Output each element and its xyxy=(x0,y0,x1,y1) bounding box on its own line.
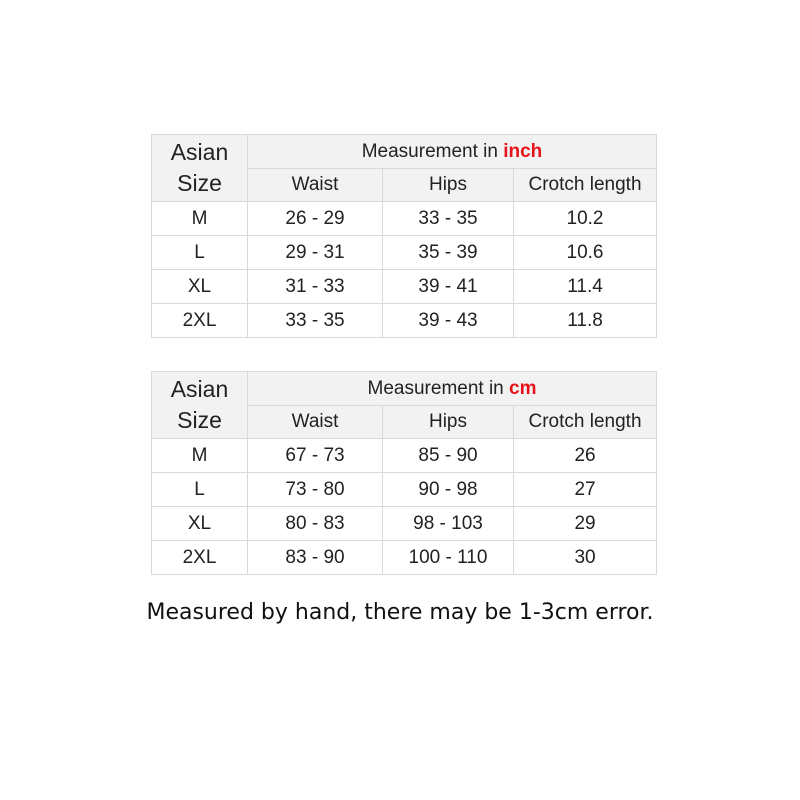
waist-cell: 80 - 83 xyxy=(248,507,383,541)
size-cell: XL xyxy=(152,507,248,541)
table-row xyxy=(152,236,657,270)
measurement-note: Measured by hand, there may be 1-3cm error. xyxy=(146,600,654,625)
column-header-hips: Hips xyxy=(383,406,514,439)
measurement-title-prefix: Measurement in xyxy=(361,140,504,162)
measurement-title xyxy=(248,135,657,169)
table-row xyxy=(152,541,657,575)
column-header-waist: Waist xyxy=(248,169,383,202)
asian-size-label-line2: Size xyxy=(177,407,222,433)
hips-cell: 85 - 90 xyxy=(383,439,514,473)
size-cell: 2XL xyxy=(152,541,248,575)
hips-cell: 90 - 98 xyxy=(383,473,514,507)
crotch-cell: 11.8 xyxy=(514,304,657,338)
waist-cell: 33 - 35 xyxy=(248,304,383,338)
asian-size-label-line1: Asian xyxy=(170,139,229,165)
waist-cell: 83 - 90 xyxy=(248,541,383,575)
column-header-crotch-length: Crotch length xyxy=(514,406,657,439)
size-cell: 2XL xyxy=(152,304,248,338)
asian-size-header xyxy=(152,372,248,439)
asian-size-header xyxy=(152,135,248,202)
waist-cell: 29 - 31 xyxy=(248,236,383,270)
hips-cell: 35 - 39 xyxy=(383,236,514,270)
crotch-cell: 29 xyxy=(514,507,657,541)
column-header-waist: Waist xyxy=(248,406,383,439)
table-row xyxy=(152,202,657,236)
table-row xyxy=(152,270,657,304)
table-row xyxy=(152,473,657,507)
crotch-cell: 10.2 xyxy=(514,202,657,236)
size-table-cm xyxy=(151,371,657,575)
measurement-unit: cm xyxy=(509,377,537,399)
measurement-unit: inch xyxy=(503,140,543,162)
crotch-cell: 11.4 xyxy=(514,270,657,304)
crotch-cell: 10.6 xyxy=(514,236,657,270)
size-cell: L xyxy=(152,473,248,507)
table-row xyxy=(152,304,657,338)
crotch-cell: 30 xyxy=(514,541,657,575)
waist-cell: 31 - 33 xyxy=(248,270,383,304)
size-cell: M xyxy=(152,202,248,236)
asian-size-label-line1: Asian xyxy=(170,376,229,402)
hips-cell: 33 - 35 xyxy=(383,202,514,236)
size-cell: XL xyxy=(152,270,248,304)
size-cell: M xyxy=(152,439,248,473)
hips-cell: 100 - 110 xyxy=(383,541,514,575)
hips-cell: 39 - 43 xyxy=(383,304,514,338)
waist-cell: 67 - 73 xyxy=(248,439,383,473)
waist-cell: 73 - 80 xyxy=(248,473,383,507)
column-header-hips: Hips xyxy=(383,169,514,202)
measurement-title xyxy=(248,372,657,406)
size-cell: L xyxy=(152,236,248,270)
size-table-inch xyxy=(151,134,657,338)
table-row xyxy=(152,439,657,473)
crotch-cell: 26 xyxy=(514,439,657,473)
hips-cell: 98 - 103 xyxy=(383,507,514,541)
column-header-crotch-length: Crotch length xyxy=(514,169,657,202)
crotch-cell: 27 xyxy=(514,473,657,507)
measurement-title-prefix: Measurement in xyxy=(367,377,510,399)
hips-cell: 39 - 41 xyxy=(383,270,514,304)
table-row xyxy=(152,507,657,541)
asian-size-label-line2: Size xyxy=(177,170,222,196)
waist-cell: 26 - 29 xyxy=(248,202,383,236)
